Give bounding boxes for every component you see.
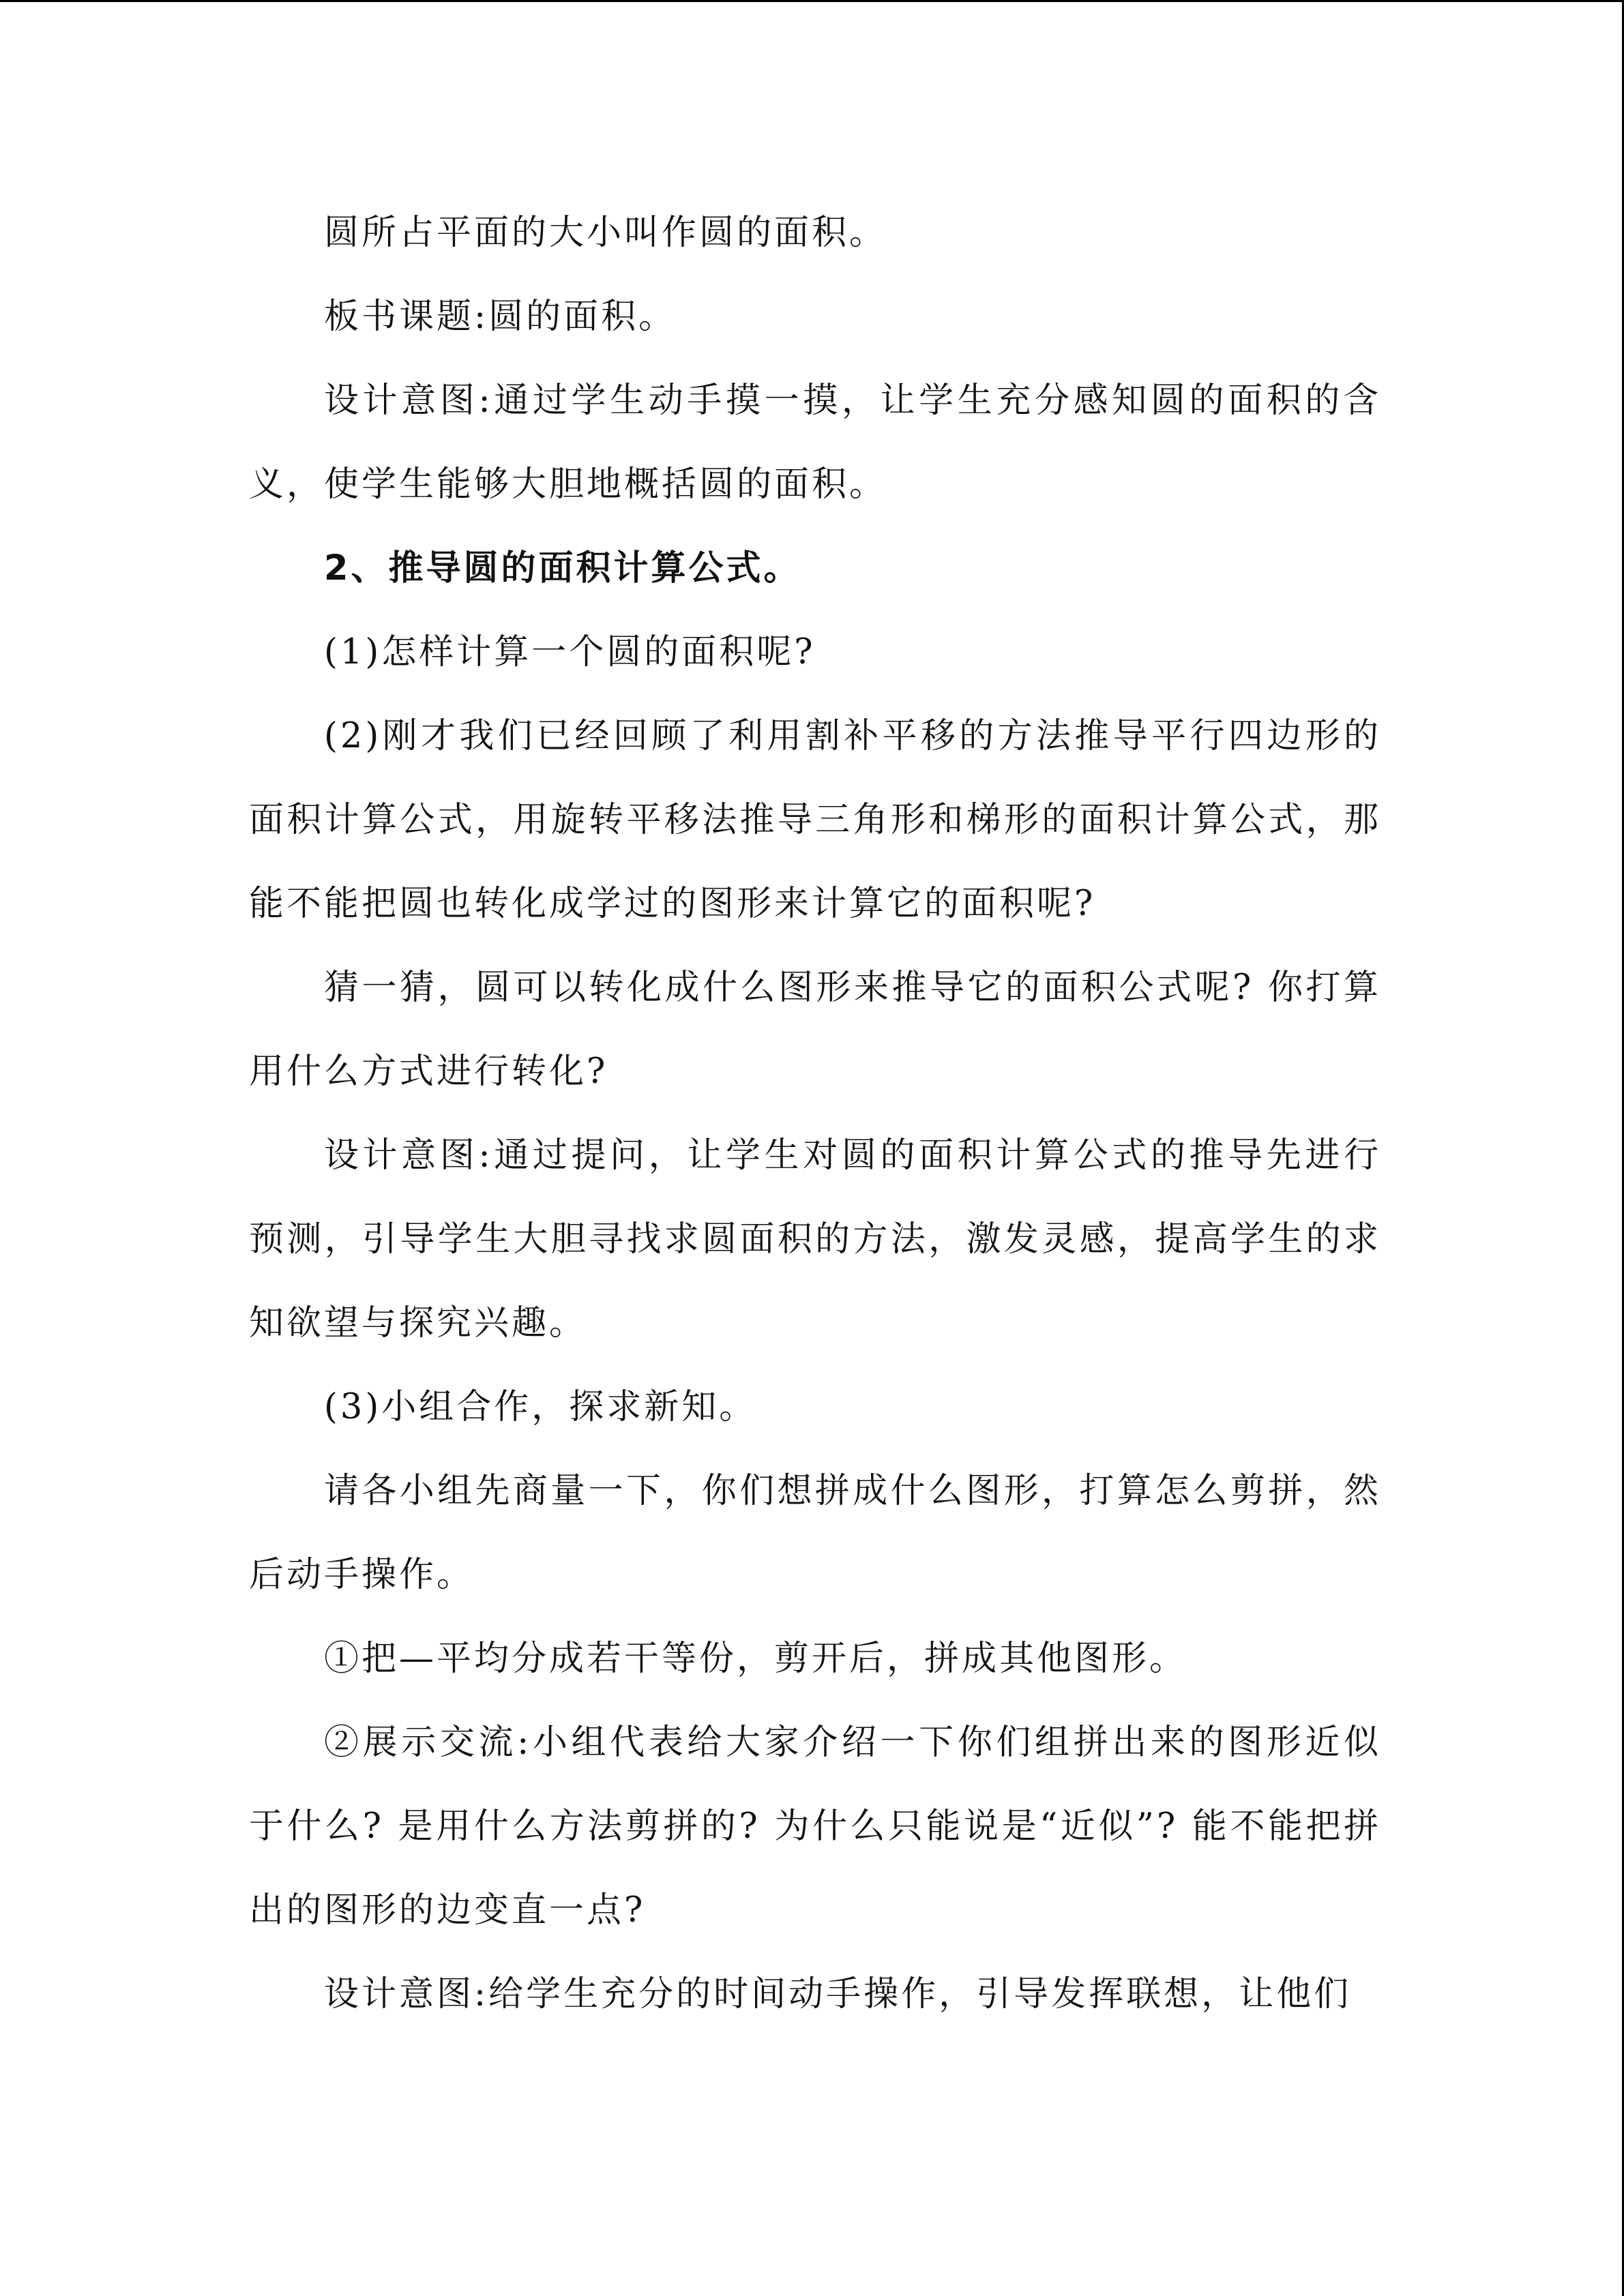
paragraph-instructions: 请各小组先商量一下，你们想拼成什么图形，打算怎么剪拼，然后动手操作。 (249, 1471, 1381, 1595)
paragraph-design-intent-3: 设计意图:给学生充分的时间动手操作，引导发挥联想，让他们 (324, 1974, 1352, 2014)
paragraph-design-intent-1: 设计意图:通过学生动手摸一摸，让学生充分感知圆的面积的含义，使学生能够大胆地概括圆的面积。 (249, 381, 1381, 505)
section-heading: 2、推导圆的面积计算公式。 (324, 548, 801, 588)
paragraph-guess: 猜一猜，圆可以转化成什么图形来推导它的面积公式呢? 你打算用什么方式进行转化? (249, 968, 1381, 1092)
paragraph-question-2: (2)刚才我们已经回顾了利用割补平移的方法推导平行四边形的面积计算公式，用旋转平移法推导三角形和梯形的面积计算公式，那能不能把圆也转化成学过的图形来计算它的面积呢? (249, 716, 1381, 924)
paragraph-group-work: (3)小组合作，探求新知。 (324, 1387, 757, 1427)
paragraph-step-2: ②展示交流:小组代表给大家介绍一下你们组拼出来的图形近似于什么? 是用什么方法剪拼的? 为什么只能说是“近似”? 能不能把拼出的图形的边变直一点? (249, 1723, 1381, 1930)
page-border-top (0, 0, 1624, 2)
paragraph-step-1: ①把—平均分成若干等份，剪开后，拼成其他图形。 (324, 1639, 1187, 1679)
paragraph-definition: 圆所占平面的大小叫作圆的面积。 (324, 213, 887, 253)
paragraph-question-1: (1)怎样计算一个圆的面积呢? (324, 632, 816, 672)
paragraph-design-intent-2: 设计意图:通过提问，让学生对圆的面积计算公式的推导先进行预测，引导学生大胆寻找求圆面积的方法，激发灵感，提高学生的求知欲望与探究兴趣。 (249, 1135, 1381, 1343)
document-body (249, 191, 1381, 2036)
paragraph-board-title: 板书课题:圆的面积。 (324, 297, 677, 337)
